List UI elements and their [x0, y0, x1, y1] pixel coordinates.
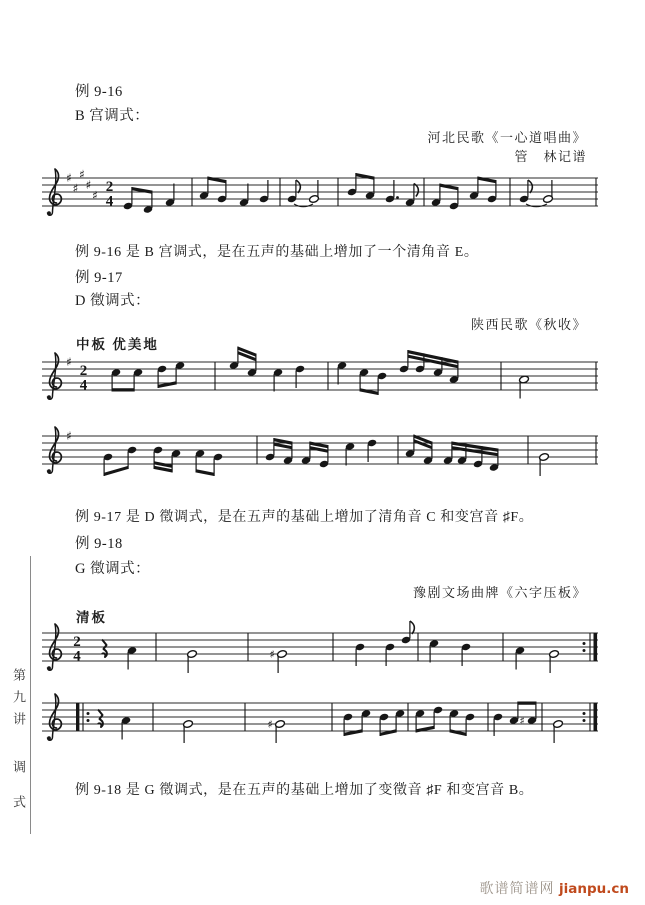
- sidebar-topic-char2: 式: [11, 795, 26, 808]
- svg-text:2: 2: [105, 179, 114, 195]
- svg-text:♯: ♯: [92, 188, 98, 203]
- svg-text:♯: ♯: [72, 181, 79, 196]
- svg-text:♯: ♯: [519, 714, 525, 728]
- example-2-tempo: 中板 优美地: [76, 337, 159, 352]
- sidebar-chapter: 第九讲: [11, 668, 26, 734]
- example-3-source: 豫剧文场曲牌《六字压板》: [412, 585, 587, 600]
- svg-text:4: 4: [73, 648, 81, 665]
- example-2-source: 陕西民歌《秋收》: [470, 317, 587, 332]
- example-2-caption: 例 9-17 是 D 徵调式，是在五声的基础上增加了清角音 C 和变宫音 ♯F。: [75, 510, 534, 525]
- example-1-credit: 管 林记谱: [514, 149, 587, 164]
- example-3-tempo: 清板: [76, 610, 107, 625]
- example-3-label: 例 9-18: [75, 536, 123, 552]
- svg-text:2: 2: [73, 634, 81, 650]
- watermark-url: jianpu.cn: [559, 881, 629, 897]
- example-3-mode: G 徵调式：: [75, 561, 151, 577]
- svg-text:♯: ♯: [66, 171, 72, 185]
- svg-text:♯: ♯: [79, 167, 85, 182]
- watermark-site-name: 歌谱简谱网: [479, 882, 555, 897]
- example-1-caption: 例 9-16 是 B 宫调式，是在五声的基础上增加了一个清角音 E。: [75, 245, 479, 260]
- watermark: [480, 878, 630, 898]
- staff-notation-2b: [42, 408, 600, 494]
- svg-text:♯: ♯: [85, 178, 92, 192]
- svg-text:2: 2: [79, 363, 88, 379]
- example-2-mode: D 徵调式：: [75, 293, 151, 309]
- svg-text:4: 4: [105, 193, 114, 210]
- svg-text:♯: ♯: [66, 429, 72, 443]
- sidebar-topic-char1: 调: [11, 760, 26, 773]
- example-1-label: 例 9-16: [75, 84, 123, 100]
- svg-text:♯: ♯: [267, 718, 273, 731]
- example-1-mode: B 宫调式：: [75, 108, 150, 124]
- example-3-caption: 例 9-18 是 G 徵调式，是在五声的基础上增加了变徵音 ♯F 和变宫音 B。: [75, 783, 534, 798]
- staff-notation-3b: [42, 675, 600, 761]
- sidebar-rule: [30, 556, 31, 834]
- example-2-label: 例 9-17: [75, 270, 123, 286]
- staff-notation-1: [42, 150, 600, 236]
- svg-text:4: 4: [79, 377, 88, 394]
- svg-text:♯: ♯: [66, 355, 72, 369]
- example-1-source: 河北民歌《一心道唱曲》: [427, 130, 587, 145]
- svg-text:♯: ♯: [269, 648, 275, 661]
